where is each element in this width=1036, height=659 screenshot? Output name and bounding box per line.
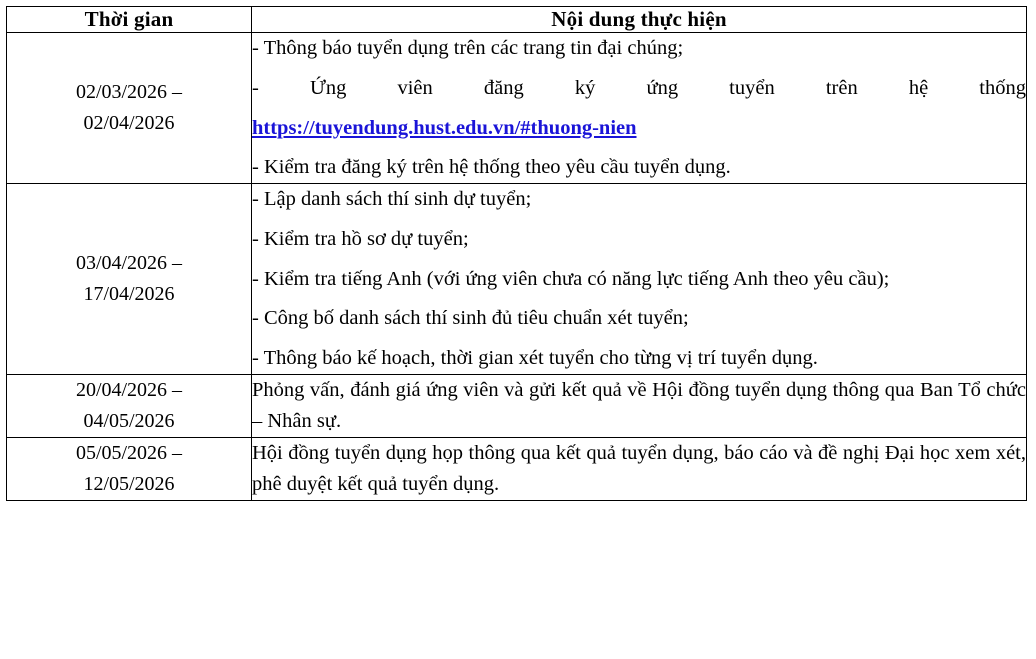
cell-content	[252, 437, 1027, 500]
content-line: - Công bố danh sách thí sinh đủ tiêu chuẩn xét tuyển;	[252, 307, 689, 330]
time-range-start: 05/05/2026 –	[75, 441, 183, 464]
cell-time	[7, 184, 252, 375]
cell-time	[7, 437, 252, 500]
time-range-end: 02/04/2026	[83, 112, 175, 134]
time-range-end: 12/05/2026	[83, 472, 175, 495]
time-range-end: 04/05/2026	[83, 409, 175, 432]
time-range-end: 17/04/2026	[83, 282, 175, 305]
recruitment-schedule-table	[6, 6, 1027, 501]
table-row	[7, 437, 1027, 500]
content-line: - Kiểm tra tiếng Anh (với ứng viên chưa có năng lực tiếng Anh theo yêu cầu);	[252, 267, 890, 290]
table-row	[7, 184, 1027, 375]
registration-link[interactable]: https://tuyendung.hust.edu.vn/#thuong-nien	[252, 116, 637, 139]
registration-link-paragraph	[252, 113, 1026, 144]
content-line: - Thông báo kế hoạch, thời gian xét tuyển cho từng vị trí tuyển dụng.	[252, 347, 818, 369]
column-header-time: Thời gian	[7, 7, 252, 33]
cell-content	[252, 374, 1027, 437]
content-line: - Kiểm tra hồ sơ dự tuyển;	[252, 227, 469, 250]
cell-time	[7, 374, 252, 437]
table-row	[7, 33, 1027, 184]
content-line: Hội đồng tuyển dụng họp thông qua kết quả tuyển dụng, báo cáo và đề nghị Đại học xem xét, phê duyệt kết quả tuyển dụng.	[252, 442, 1026, 495]
time-range-start: 20/04/2026 –	[75, 378, 183, 401]
table-header-row	[7, 7, 1027, 33]
time-range-start: 03/04/2026 –	[75, 251, 183, 274]
cell-time	[7, 33, 252, 184]
content-line: - Kiểm tra đăng ký trên hệ thống theo yêu cầu tuyển dụng.	[252, 156, 731, 179]
time-range-start: 02/03/2026 –	[75, 81, 183, 103]
cell-content	[252, 33, 1027, 184]
content-line: - Ứng viên đăng ký ứng tuyển trên hệ thống	[252, 76, 1026, 99]
content-line: - Thông báo tuyển dụng trên các trang tin đại chúng;	[252, 37, 684, 59]
column-header-content: Nội dung thực hiện	[252, 7, 1027, 33]
table-row	[7, 374, 1027, 437]
cell-content	[252, 184, 1027, 375]
content-line: - Lập danh sách thí sinh dự tuyển;	[252, 188, 532, 210]
content-line: Phỏng vấn, đánh giá ứng viên và gửi kết quả về Hội đồng tuyển dụng thông qua Ban Tổ chức – Nhân sự.	[252, 379, 1026, 432]
